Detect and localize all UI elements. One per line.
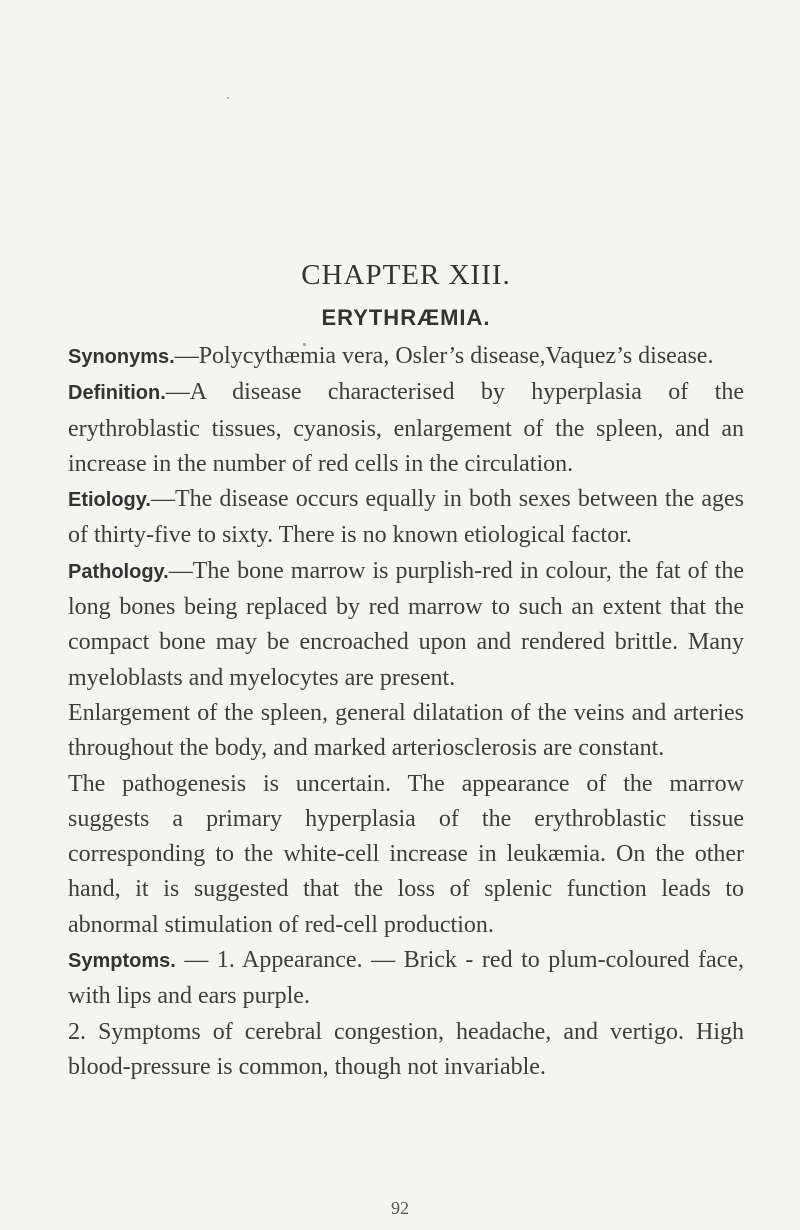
page-body <box>68 255 744 1085</box>
synonyms-heading: Synonyms. <box>68 346 175 368</box>
etiology-text: —The disease occurs equally in both sexes between the ages of thirty-five to sixty. There is no known etiological factor. <box>68 486 744 549</box>
symptoms-paragraph-2: 2. Symptoms of cerebral congestion, headache, and vertigo. High blood-pressure is common, though not invariable. <box>68 1018 744 1080</box>
symptoms-heading: Symptoms. <box>68 950 176 973</box>
etiology-heading: Etiology. <box>68 489 151 512</box>
speck-mark <box>227 97 229 99</box>
chapter-heading: CHAPTER XIII. <box>301 259 511 291</box>
etiology-paragraph <box>68 482 744 554</box>
pathology-paragraph-3: The pathogenesis is uncertain. The appearance of the marrow suggests a primary hyperplasia of the erythroblastic tissue corresponding to the white-cell increase in leukæmia. On the other hand, it is suggested that the loss of splenic function leads to abnormal stimulation of red-cell production. <box>68 770 744 938</box>
symptoms-text: — 1. Appearance. — Brick - red to plum-coloured face, with lips and ears purple. <box>68 947 744 1010</box>
pathology-paragraph-2: Enlargement of the spleen, general dilatation of the veins and arteries throughout the body, and marked arteriosclerosis are constant. <box>68 699 744 762</box>
definition-text: —A disease characterised by hyperplasia of the erythroblastic tissues, cyanosis, enlargement of the spleen, and an increase in the number of red cells in the circulation. <box>68 379 744 477</box>
definition-paragraph <box>68 375 744 482</box>
page-number: 92 <box>391 1198 409 1218</box>
pathology-text: —The bone marrow is purplish-red in colour, the fat of the long bones being replaced by red marrow to such an extent that the compact bone may be encroached upon and rendered brittle. Many myeloblasts and myelocytes are present. <box>68 557 744 691</box>
symptoms-paragraph <box>68 943 744 1015</box>
pathology-heading: Pathology. <box>68 560 169 583</box>
synonyms-text: —Polycythæmia vera, Osler’s disease,Vaquez’s disease. <box>174 343 714 369</box>
synonyms-paragraph <box>68 339 744 375</box>
chapter-title: ERYTHRÆMIA. <box>321 305 491 330</box>
pathology-paragraph <box>68 554 744 696</box>
definition-heading: Definition. <box>68 382 166 405</box>
